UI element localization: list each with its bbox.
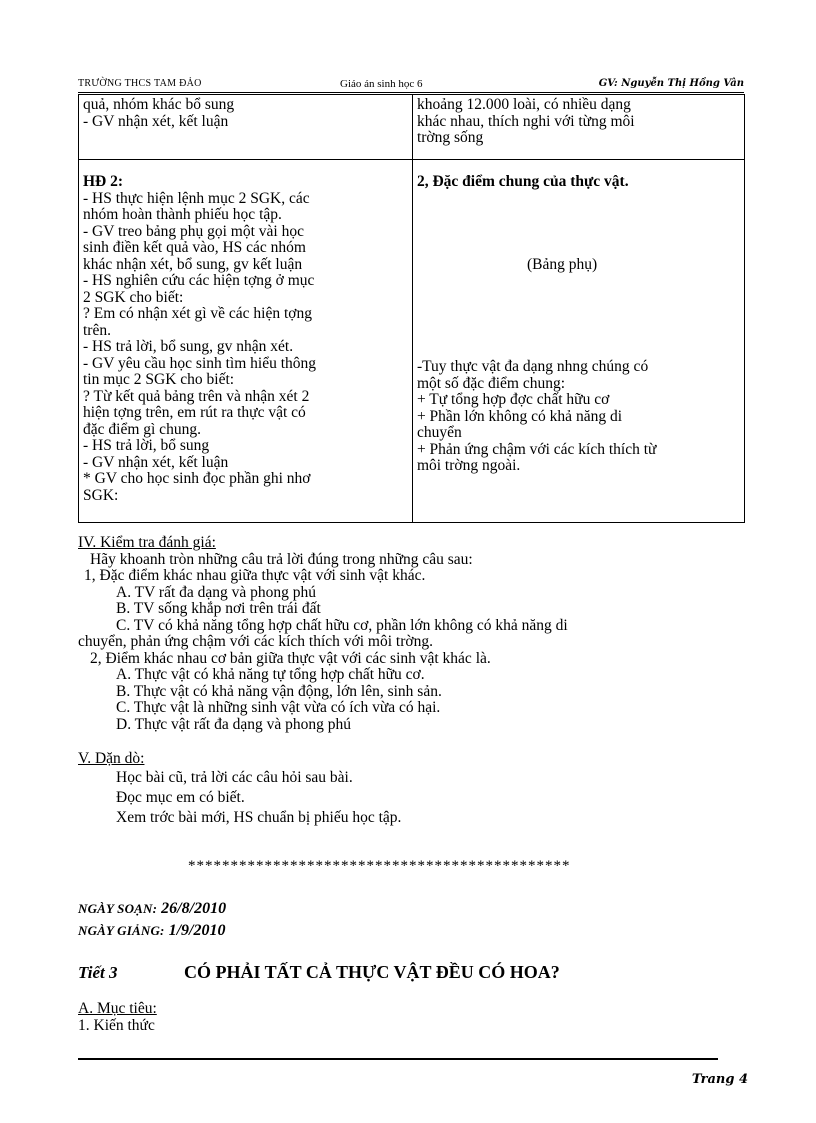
text-line: - GV nhận xét, kết luận xyxy=(83,453,229,471)
text-line: chuyển xyxy=(416,424,462,441)
header-divider xyxy=(78,92,744,93)
answer-option: A. TV rất đa dạng và phong phú xyxy=(116,583,317,601)
teach-date-line xyxy=(78,922,225,940)
text-line: sinh điền kết quả vào, HS các nhóm xyxy=(83,239,306,256)
text-line: - HS trả lời, bổ sung, gv nhận xét. xyxy=(83,338,294,355)
answer-option: C. TV có khả năng tổng hợp chất hữu cơ, phần lớn không có khả năng di xyxy=(116,616,568,634)
table-cell-activity xyxy=(79,160,413,523)
lesson-title: CÓ PHẢI TẤT CẢ THỰC VẬT ĐỀU CÓ HOA? xyxy=(184,962,560,982)
answer-option: D. Thực vật rất đa dạng và phong phú xyxy=(116,715,351,733)
text-line: - GV yêu cầu học sinh tìm hiểu thông xyxy=(83,354,317,372)
text-line: 2 SGK cho biết: xyxy=(83,288,184,306)
period-number: Tiết 3 xyxy=(78,963,118,982)
section-heading: 2, Đặc điểm chung của thực vật. xyxy=(416,173,629,190)
text-line: một số đặc điểm chung: xyxy=(416,374,566,392)
section-heading: V. Dặn dò: xyxy=(78,750,145,767)
text-line: - GV treo bảng phụ gọi một vài học xyxy=(83,222,304,240)
prep-date-line xyxy=(78,900,226,918)
section-heading: IV. Kiểm tra đánh giá: xyxy=(78,534,216,551)
teacher-name: GV: Nguyễn Thị Hồng Vân xyxy=(598,78,744,89)
page-number: Trang 4 xyxy=(691,1072,748,1087)
table-cell-content xyxy=(412,160,744,523)
text-line: + Phản ứng chậm với các kích thích từ xyxy=(416,440,657,458)
answer-option: B. TV sống khắp nơi trên trái đất xyxy=(116,600,321,617)
text-line: quả, nhóm khác bổ sung xyxy=(83,96,235,113)
text-line: khác nhau, thích nghi với từng môi xyxy=(416,112,635,130)
lesson-title-line xyxy=(78,962,560,983)
page-header xyxy=(78,78,744,92)
answer-option: B. Thực vật có khả năng vận động, lớn lên, sinh sản. xyxy=(116,682,442,700)
question: 1, Đặc điểm khác nhau giữa thực vật với sinh vật khác. xyxy=(84,567,426,584)
answer-option-cont: chuyển, phản ứng chậm với các kích thích với môi trờng. xyxy=(78,633,433,650)
table-cell-content xyxy=(412,95,744,160)
lesson-table xyxy=(78,94,745,523)
text-line: + Phần lớn không có khả năng di xyxy=(416,407,623,425)
text-line: - HS trả lời, bổ sung xyxy=(83,437,210,454)
table-row xyxy=(79,160,745,523)
text-line: ? Em có nhận xét gì về các hiện tợng xyxy=(83,305,312,322)
separator: ********************************************* xyxy=(188,858,571,874)
table-row xyxy=(79,95,745,160)
assessment-section xyxy=(78,535,748,733)
table-cell-activity xyxy=(79,95,413,160)
board-note: (Bảng phụ) xyxy=(526,255,598,273)
text-line: khoảng 12.000 loài, có nhiều dạng xyxy=(416,96,631,113)
text-line: - GV nhận xét, kết luận xyxy=(83,112,229,130)
text-line: đặc điểm gì chung. xyxy=(83,420,201,438)
teach-date-label: NGÀY GIẢNG: xyxy=(78,923,165,938)
text-line: nhóm hoàn thành phiếu học tập. xyxy=(83,206,282,223)
text-line: - HS thực hiện lệnh mục 2 SGK, các xyxy=(83,189,310,207)
question: 2, Điểm khác nhau cơ bản giữa thực vật với các sinh vật khác là. xyxy=(90,649,491,667)
school-name: TRƯỜNG THCS TAM ĐẢO xyxy=(78,78,202,89)
text-line: ? Từ kết quả bảng trên và nhận xét 2 xyxy=(83,387,310,405)
answer-option: C. Thực vật là những sinh vật vừa có ích vừa có hại. xyxy=(116,699,441,716)
text-line: tin mục 2 SGK cho biết: xyxy=(83,371,235,388)
assessment-intro: Hãy khoanh tròn những câu trả lời đúng trong những câu sau: xyxy=(90,550,473,568)
text-line: - HS nghiên cứu các hiện tợng ở mục xyxy=(83,272,315,289)
text-line: hiện tợng trên, em rút ra thực vật có xyxy=(83,404,306,421)
text-line: * GV cho học sinh đọc phần ghi nhơ xyxy=(83,470,311,487)
text-line: trên. xyxy=(83,321,111,339)
answer-option: A. Thực vật có khả năng tự tổng hợp chất hữu cơ. xyxy=(116,666,425,683)
objectives-section xyxy=(78,1000,748,1034)
homework-item: Xem trớc bài mới, HS chuẩn bị phiếu học tập. xyxy=(116,808,402,826)
prep-date-label: NGÀY SOẠN: xyxy=(78,901,158,916)
text-line: khác nhận xét, bổ sung, gv kết luận xyxy=(83,255,303,273)
text-line: SGK: xyxy=(83,486,119,504)
activity-heading: HĐ 2: xyxy=(83,173,124,190)
footer-divider xyxy=(78,1058,718,1060)
text-line: + Tự tổng hợp đợc chất hữu cơ xyxy=(416,391,610,408)
text-line: trờng sống xyxy=(416,129,484,146)
knowledge-heading: 1. Kiến thức xyxy=(78,1017,155,1034)
homework-section xyxy=(78,751,748,828)
teach-date: 1/9/2010 xyxy=(168,922,226,939)
text-line: môi trờng ngoài. xyxy=(416,457,521,474)
homework-item: Học bài cũ, trả lời các câu hỏi sau bài. xyxy=(116,768,353,786)
objectives-heading: A. Mục tiêu: xyxy=(78,1000,157,1017)
prep-date: 26/8/2010 xyxy=(161,900,227,917)
homework-item: Đọc mục em có biết. xyxy=(116,788,245,806)
text-line: -Tuy thực vật đa dạng nhng chúng có xyxy=(416,358,649,375)
subject-title: Giáo án sinh học 6 xyxy=(340,78,423,90)
